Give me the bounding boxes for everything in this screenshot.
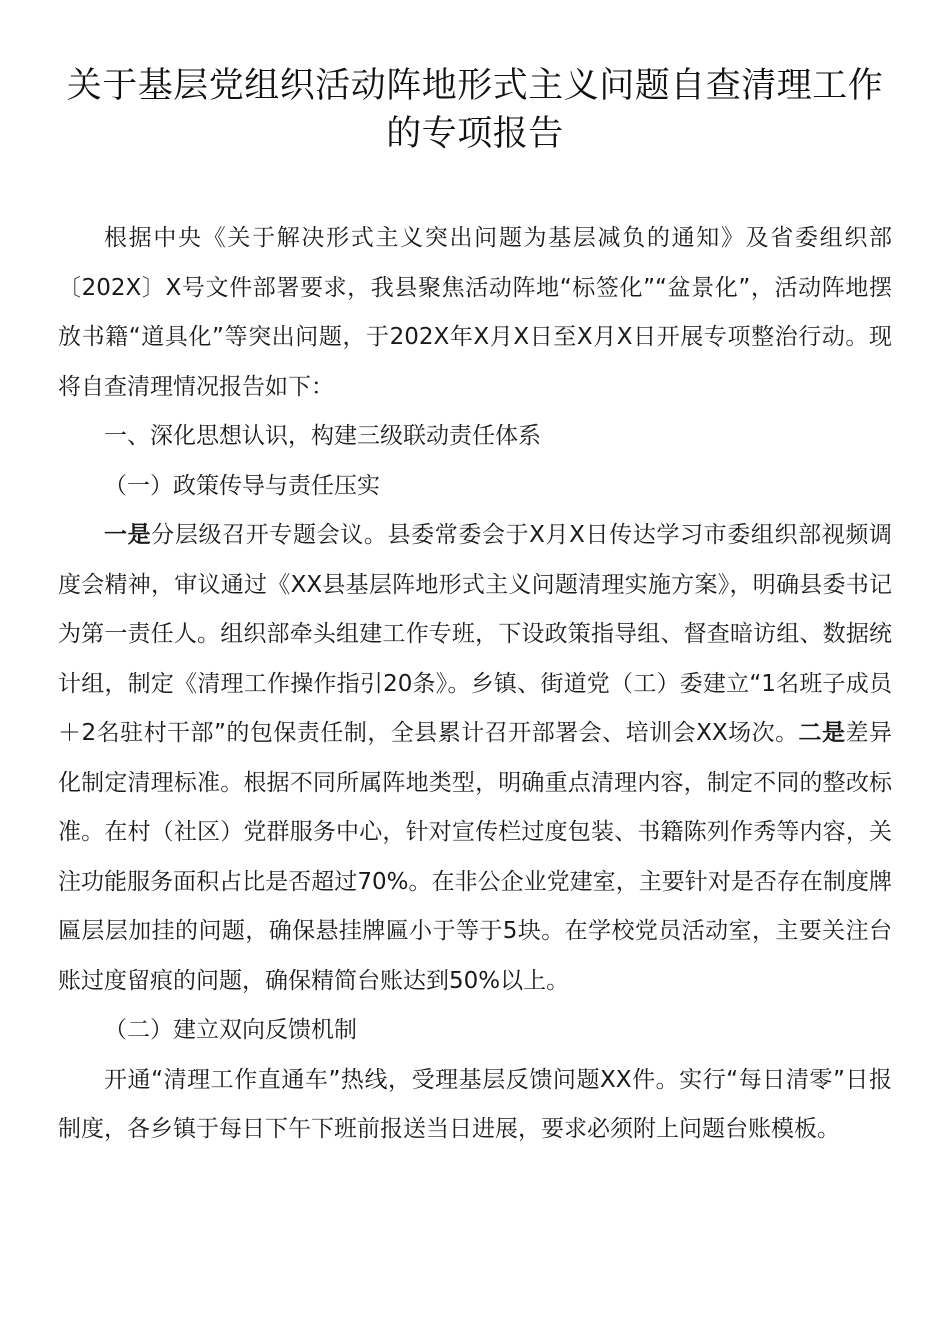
document-title: 关于基层党组织活动阵地形式主义问题自查清理工作的专项报告 [66,66,884,154]
subsection-1-heading: （一）政策传导与责任压实 [104,472,380,499]
point-2-text: 差异化制定清理标准。根据不同所属阵地类型，明确重点清理内容，制定不同的整改标准。在村（社区）党群服务中心，针对宣传栏过度包装、书籍陈列作秀等内容，关注功能服务面积占比是否超过70%。在非公企业党建室，主要针对是否存在制度牌匾层层加挂的问题，确保悬挂牌匾小于等于5块。在学校党员活动室，主要关注台账过度留痕的问题，确保精简台账达到50%以上。 [58,720,892,994]
subsection-2-paragraph: 开通“清理工作直通车”热线，受理基层反馈问题XX件。实行“每日清零”日报制度，各乡镇于每日下午下班前报送当日进展，要求必须附上问题台账模板。 [58,1066,892,1142]
document-page [58,62,892,1155]
subsection-2-heading: （二）建立双向反馈机制 [104,1017,357,1043]
section-1-heading: 一、深化思想认识，构建三级联动责任体系 [104,423,541,449]
point-2-label: 二是 [798,720,846,746]
point-1-label: 一是 [104,522,152,548]
subsection-1-paragraph [58,511,892,1006]
point-1-text: 分层级召开专题会议。县委常委会于X月X日传达学习市委组织部视频调度会精神，审议通过《XX县基层阵地形式主义问题清理实施方案》，明确县委书记为第一责任人。组织部牵头组建工作专班，下设政策指导组、督查暗访组、数据统计组，制定《清理工作操作指引20条》。乡镇、街道党（工）委建立“1名班子成员＋2名驻村干部”的包保责任制，全县累计召开部署会、培训会XX场次。 [58,522,893,746]
intro-paragraph: 根据中央《关于解决形式主义突出问题为基层减负的通知》及省委组织部〔202X〕X号文件部署要求，我县聚焦活动阵地“标签化”“盆景化”，活动阵地摆放书籍“道具化”等突出问题，于202X年X月X日至X月X日开展专项整治行动。现将自查清理情况报告如下： [58,225,892,400]
